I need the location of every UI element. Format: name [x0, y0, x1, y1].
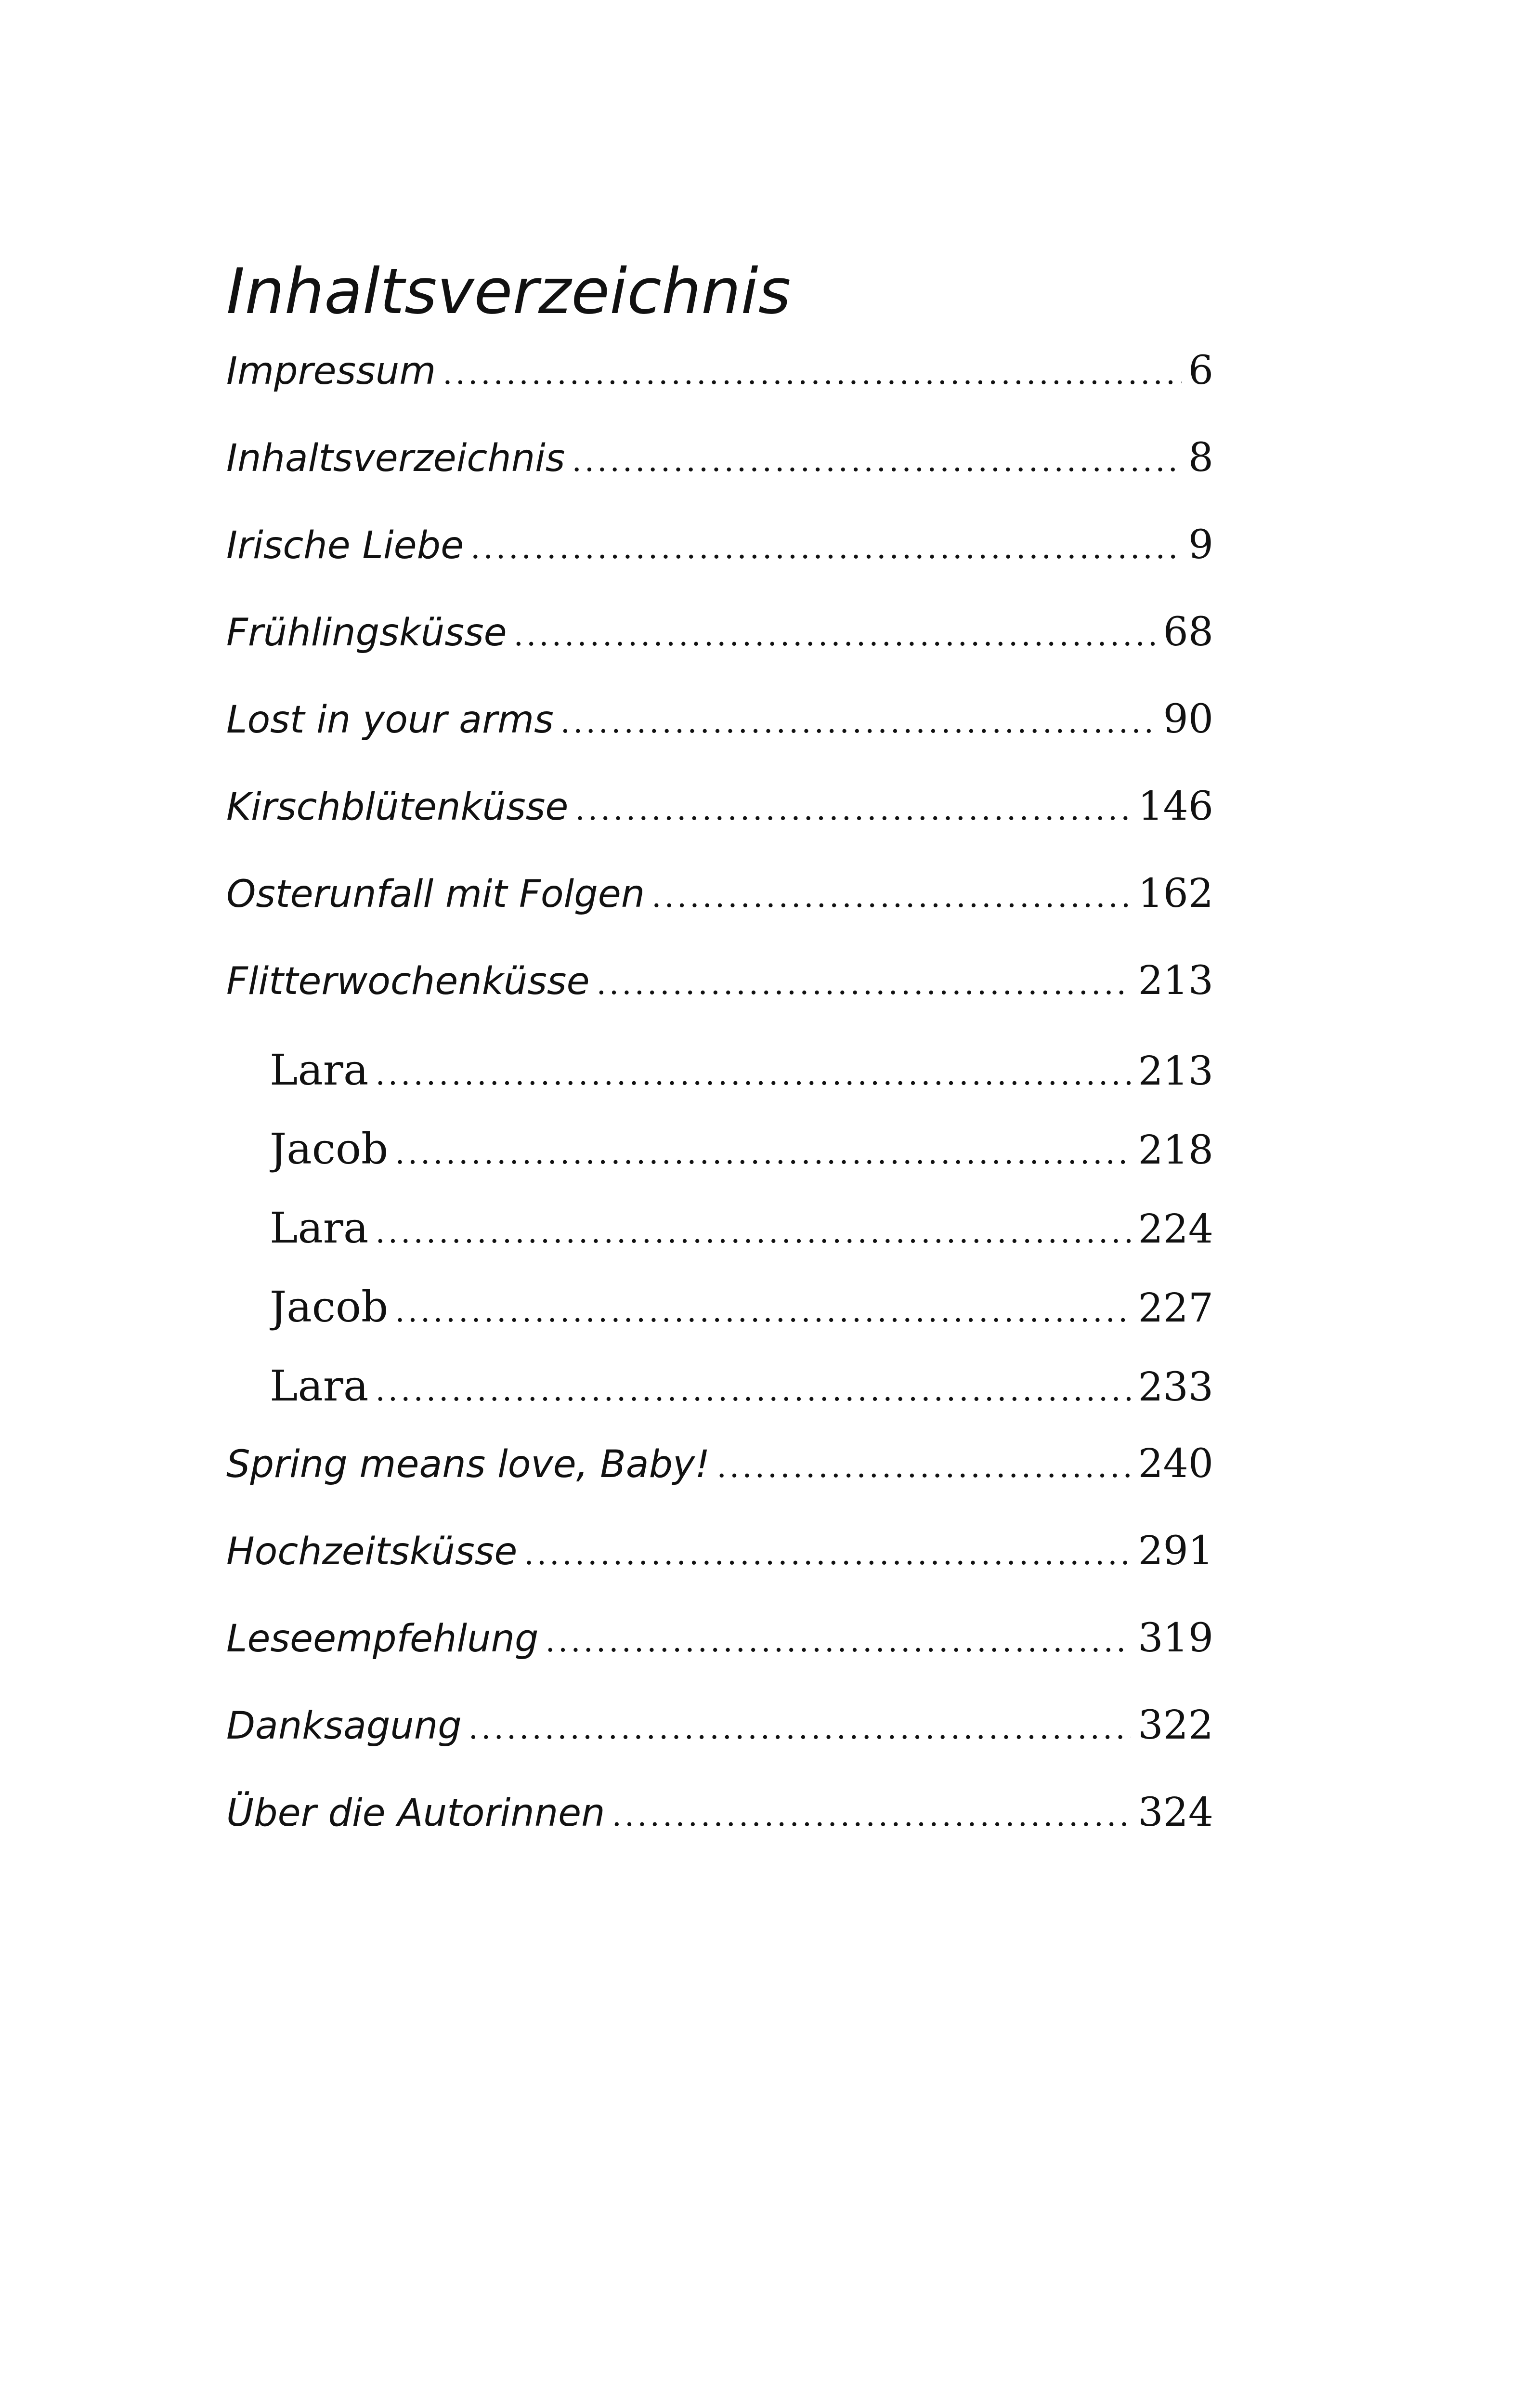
toc-entry-page: 8	[1188, 435, 1213, 481]
dot-leader	[597, 950, 1132, 1015]
toc-entry-fruehlingskuesse[interactable]	[226, 599, 1213, 666]
dot-leader	[524, 1520, 1131, 1585]
dot-leader	[395, 1120, 1131, 1183]
toc-entry-page: 90	[1163, 696, 1213, 742]
toc-entry-label: Über die Autorinnen	[226, 1792, 605, 1835]
toc-entry-page: 218	[1138, 1127, 1213, 1173]
toc-entry-ueber-die-autorinnen[interactable]	[226, 1779, 1213, 1846]
dot-leader	[395, 1278, 1131, 1341]
toc-entry-label: Lara	[270, 1361, 369, 1411]
toc-entry-label: Lost in your arms	[226, 698, 554, 742]
dot-leader	[375, 1041, 1131, 1104]
toc-entry-label: Kirschblütenküsse	[226, 785, 569, 829]
toc-entry-spring-means-love-baby[interactable]	[226, 1430, 1213, 1498]
toc-entry-label: Jacob	[270, 1282, 389, 1332]
toc-entry-label: Danksagung	[226, 1704, 462, 1748]
toc-entry-label: Impressum	[226, 350, 436, 393]
toc-entry-label: Lara	[270, 1203, 369, 1253]
toc-subentry-jacob[interactable]	[270, 1115, 1213, 1183]
toc-entry-page: 213	[1138, 1048, 1213, 1094]
toc-entry-page: 224	[1138, 1206, 1213, 1252]
dot-leader	[470, 514, 1182, 579]
dot-leader	[514, 602, 1157, 666]
toc-entry-leseempfehlung[interactable]	[226, 1605, 1213, 1672]
toc-subentry-lara[interactable]	[270, 1036, 1213, 1104]
toc-subentry-jacob[interactable]	[270, 1273, 1213, 1341]
toc-entry-flitterwochenkuesse[interactable]	[226, 947, 1213, 1015]
toc-entry-label: Leseempfehlung	[226, 1617, 539, 1661]
toc-entry-label: Flitterwochenküsse	[226, 960, 590, 1003]
toc-entry-page: 146	[1138, 784, 1213, 829]
dot-leader	[560, 689, 1157, 753]
toc-entry-page: 319	[1138, 1615, 1213, 1661]
toc-subentry-lara[interactable]	[270, 1194, 1213, 1262]
toc-entry-label: Jacob	[270, 1124, 389, 1174]
toc-entry-label: Frühlingsküsse	[226, 611, 507, 654]
dot-leader	[375, 1357, 1131, 1420]
toc-entry-label: Osterunfall mit Folgen	[226, 873, 645, 916]
toc-entry-page: 9	[1188, 522, 1213, 568]
toc-entry-page: 324	[1138, 1790, 1213, 1835]
toc-entry-label: Inhaltsverzeichnis	[226, 437, 565, 480]
dot-leader	[572, 427, 1181, 492]
toc-entry-osterunfall-mit-folgen[interactable]	[226, 860, 1213, 928]
dot-leader	[375, 1199, 1131, 1262]
toc-entry-page: 233	[1138, 1364, 1213, 1410]
toc-entry-inhaltsverzeichnis[interactable]	[226, 424, 1213, 492]
toc-entry-lost-in-your-arms[interactable]	[226, 686, 1213, 753]
toc-entry-page: 68	[1163, 609, 1213, 655]
toc-entry-label: Hochzeitsküsse	[226, 1530, 518, 1573]
toc-entry-label: Irische Liebe	[226, 524, 464, 567]
dot-leader	[651, 863, 1131, 928]
toc-entry-hochzeitskuesse[interactable]	[226, 1518, 1213, 1585]
toc-entry-page: 162	[1138, 871, 1213, 916]
dot-leader	[575, 776, 1131, 840]
dot-leader	[546, 1608, 1132, 1672]
toc-entry-page: 322	[1138, 1702, 1213, 1748]
toc-entry-kirschbluetenkuesse[interactable]	[226, 773, 1213, 840]
toc-entry-label: Lara	[270, 1045, 369, 1095]
toc-entry-danksagung[interactable]	[226, 1692, 1213, 1759]
toc-entry-page: 291	[1138, 1528, 1213, 1574]
toc-entry-impressum[interactable]	[226, 337, 1213, 405]
toc-entry-irische-liebe[interactable]	[226, 511, 1213, 579]
toc-entry-page: 227	[1138, 1285, 1213, 1331]
toc-entry-page: 240	[1138, 1441, 1213, 1487]
dot-leader	[469, 1695, 1132, 1759]
dot-leader	[443, 340, 1182, 405]
dot-leader	[612, 1782, 1132, 1846]
toc-entry-label: Spring means love, Baby!	[226, 1443, 710, 1486]
toc-entry-page: 6	[1188, 348, 1213, 393]
toc-entry-page: 213	[1138, 958, 1213, 1004]
toc-subentry-lara[interactable]	[270, 1352, 1213, 1420]
dot-leader	[717, 1433, 1132, 1498]
toc-title: Inhaltsverzeichnis	[226, 255, 791, 328]
